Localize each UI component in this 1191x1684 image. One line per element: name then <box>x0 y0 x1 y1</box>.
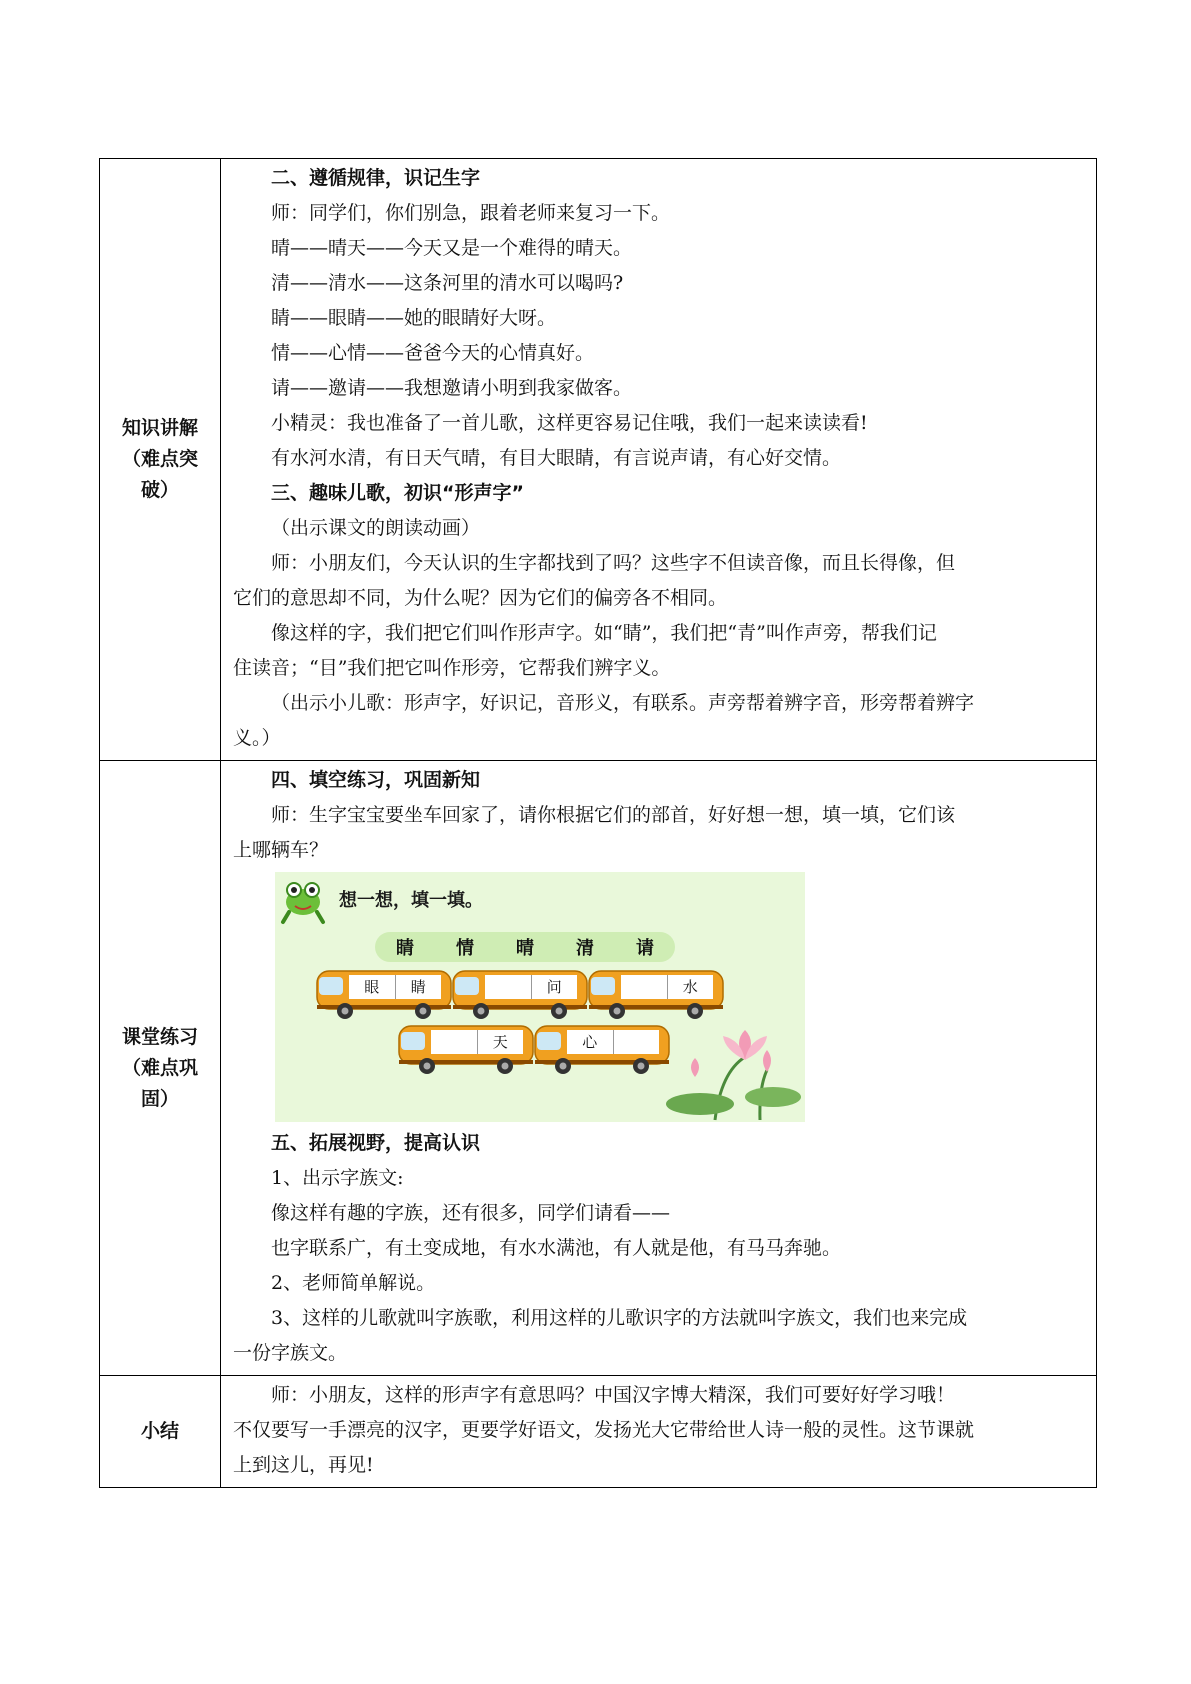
section-heading: 五、拓展视野，提高认识 <box>271 1132 481 1154</box>
label-line: （难点突 <box>121 448 198 470</box>
table-row <box>100 761 1097 1376</box>
text-line: 情——心情——爸爸今天的心情真好。 <box>271 342 595 364</box>
table-row <box>100 1376 1097 1488</box>
text-line: 师：同学们，你们别急，跟着老师来复习一下。 <box>271 202 671 224</box>
row-content-knowledge <box>221 159 1097 761</box>
label-line: 小结 <box>140 1420 179 1442</box>
bus-slot: 天 <box>477 1030 524 1054</box>
text-line: 3、这样的儿歌就叫字族歌，利用这样的儿歌识字的方法就叫字族文，我们也来完成 <box>271 1307 968 1329</box>
frog-icon <box>283 883 323 922</box>
label-line: 知识讲解 <box>121 417 198 439</box>
bus-slot <box>431 1030 477 1054</box>
text-line: 住读音；“目”我们把它叫作形旁，它帮我们辨字义。 <box>233 657 671 679</box>
label-line: （难点巩 <box>121 1056 198 1079</box>
bus-window <box>349 975 441 999</box>
bus-2 <box>451 969 589 1021</box>
text-line: 师：小朋友，这样的形声字有意思吗？中国汉字博大精深，我们可要好好学习哦！ <box>271 1384 956 1406</box>
bus-slot: 睛 <box>395 975 442 999</box>
label-line: 课堂练习 <box>121 1025 198 1048</box>
text-line: 请——邀请——我想邀请小明到我家做客。 <box>271 377 633 399</box>
section-heading: 二、遵循规律，识记生字 <box>271 167 481 189</box>
bus-slot: 问 <box>531 975 578 999</box>
text-line: 像这样有趣的字族，还有很多，同学们请看—— <box>271 1202 671 1224</box>
bus-5 <box>533 1024 671 1076</box>
character: 请 <box>636 938 654 959</box>
bus-1 <box>315 969 453 1021</box>
bus-3 <box>587 969 725 1021</box>
text-line: 师：小朋友们，今天认识的生字都找到了吗？这些字不但读音像，而且长得像，但 <box>271 552 956 574</box>
text-line: 睛——眼睛——她的眼睛好大呀。 <box>271 307 557 329</box>
row-label-summary <box>100 1376 221 1488</box>
character: 睛 <box>396 938 414 959</box>
text-line: （出示小儿歌：形声字，好识记，音形义，有联系。声旁帮着辨字音，形旁帮着辨字 <box>271 692 975 714</box>
lesson-table <box>99 158 1097 1488</box>
label-line: 固） <box>140 1087 179 1110</box>
text-line: 上到这儿，再见! <box>233 1454 374 1476</box>
bus-slot: 眼 <box>364 978 380 996</box>
character: 清 <box>576 938 594 959</box>
text-line: 2、老师简单解说。 <box>271 1272 436 1294</box>
row-label-knowledge <box>100 159 221 761</box>
label-line: 破） <box>140 479 179 501</box>
lotus-flower-icon <box>666 1030 801 1120</box>
text-line: 清——清水——这条河里的清水可以喝吗? <box>271 272 624 294</box>
table-row <box>100 159 1097 761</box>
bus-window <box>485 975 577 999</box>
text-line: 1、出示字族文: <box>271 1167 404 1189</box>
bus-slot <box>613 1030 660 1054</box>
character-bar <box>375 932 675 962</box>
exercise-title: 想一想，填一填。 <box>339 890 483 911</box>
text-line: 上哪辆车？ <box>233 839 329 861</box>
exercise-picture <box>275 872 805 1122</box>
text-line: （出示课文的朗读动画） <box>271 517 481 539</box>
text-line: 小精灵：我也准备了一首儿歌，这样更容易记住哦，我们一起来读读看! <box>271 412 868 434</box>
text-line: 师：生字宝宝要坐车回家了，请你根据它们的部首，好好想一想，填一填，它们该 <box>271 804 956 826</box>
character: 晴 <box>516 938 534 959</box>
bus-window <box>431 1030 523 1054</box>
row-content-practice <box>221 761 1097 1376</box>
text-line: 义。） <box>233 727 281 749</box>
bus-4 <box>397 1024 535 1076</box>
row-label-practice <box>100 761 221 1376</box>
text-line: 一份字族文。 <box>233 1342 348 1364</box>
text-line: 它们的意思却不同，为什么呢？因为它们的偏旁各不相同。 <box>233 587 728 609</box>
text-line: 也字联系广，有土变成地，有水水满池，有人就是他，有马马奔驰。 <box>271 1237 842 1259</box>
bus-slot: 水 <box>667 975 714 999</box>
row-content-summary <box>221 1376 1097 1488</box>
bus-window <box>621 975 713 999</box>
bus-slot <box>621 975 667 999</box>
text-line: 不仅要写一手漂亮的汉字，更要学好语文，发扬光大它带给世人诗一般的灵性。这节课就 <box>233 1419 975 1441</box>
text-line: 像这样的字，我们把它们叫作形声字。如“睛”，我们把“青”叫作声旁，帮我们记 <box>271 622 937 644</box>
bus-slot <box>485 975 531 999</box>
character: 情 <box>456 938 474 959</box>
section-heading: 四、填空练习，巩固新知 <box>271 769 481 791</box>
text-line: 有水河水清，有日天气晴，有目大眼睛，有言说声请，有心好交情。 <box>271 447 842 469</box>
bus-slot: 心 <box>582 1033 598 1051</box>
text-line: 晴——晴天——今天又是一个难得的晴天。 <box>271 237 633 259</box>
section-heading: 三、趣味儿歌，初识“形声字” <box>271 482 524 504</box>
bus-window <box>567 1030 659 1054</box>
